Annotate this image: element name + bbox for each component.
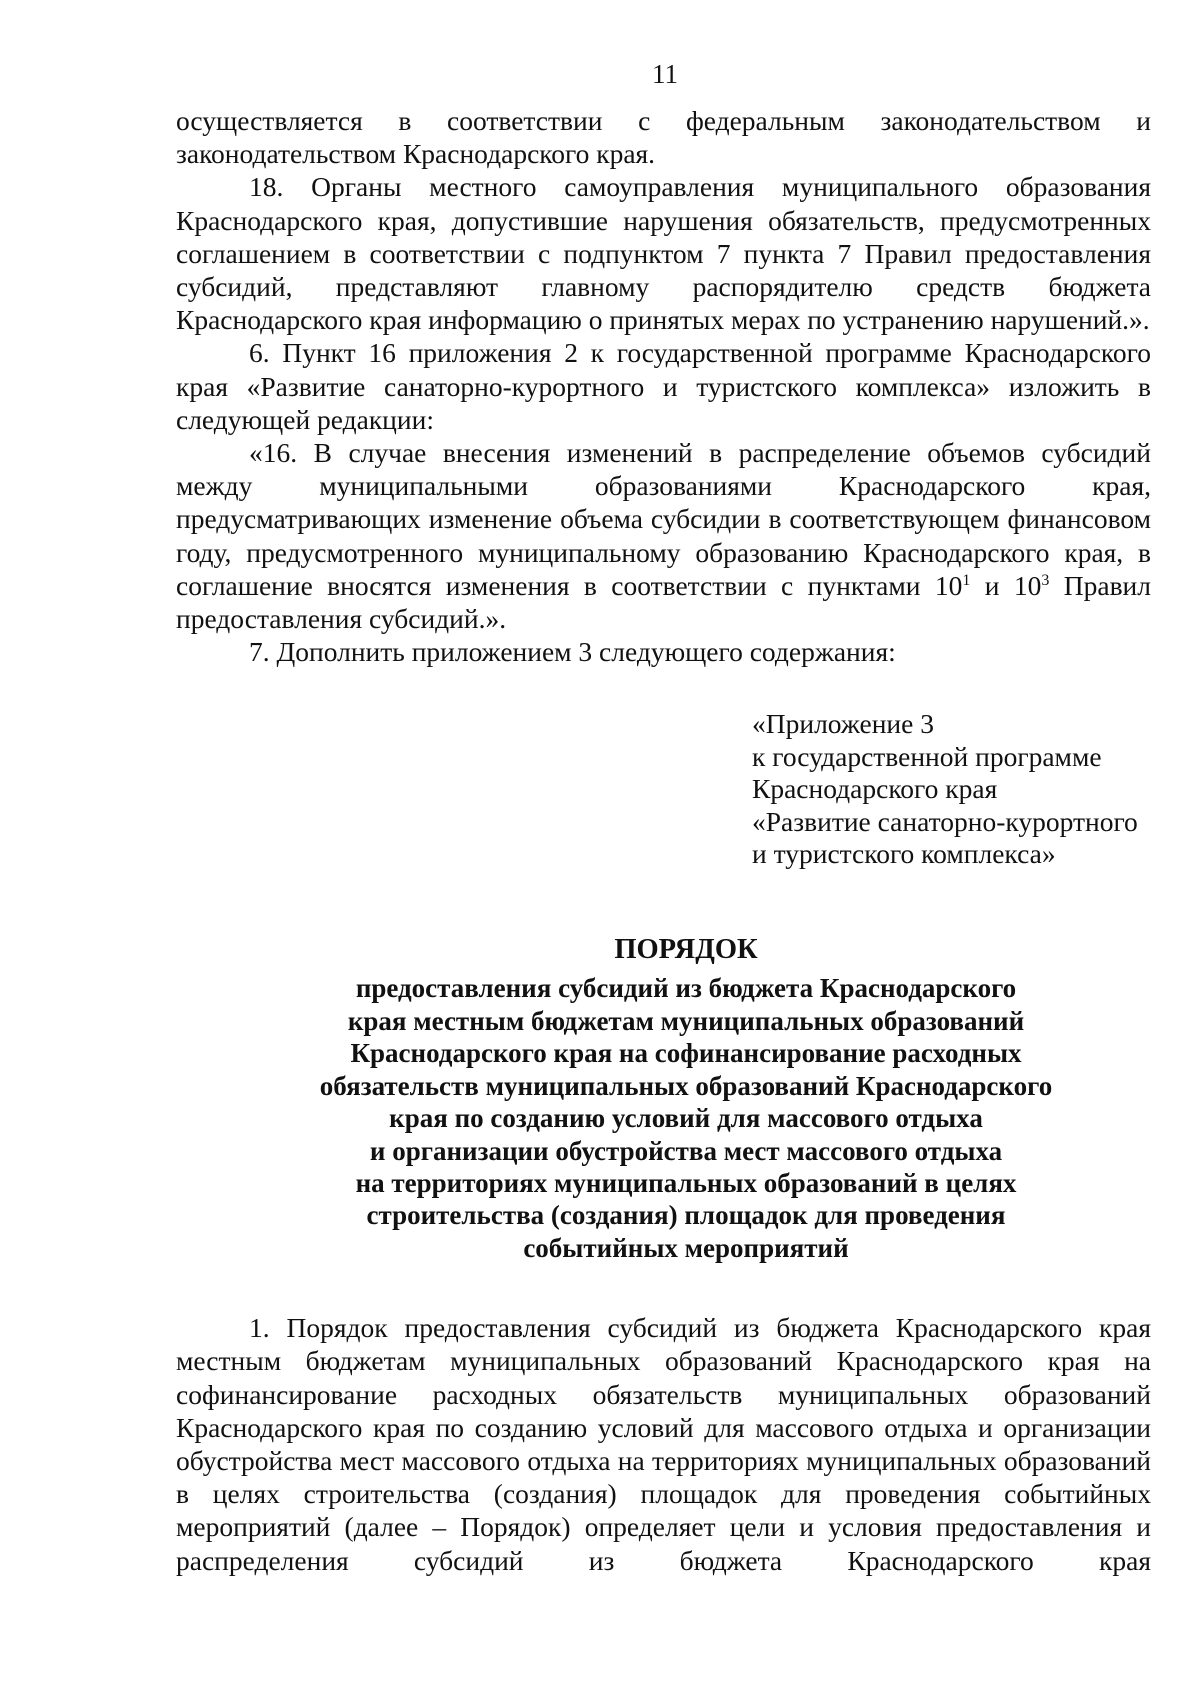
paragraph-16-mid: и 10 bbox=[970, 569, 1042, 601]
order-subtitle-line: строительства (создания) площадок для проведения bbox=[366, 1200, 1006, 1231]
order-subtitle-line: Краснодарского края на софинансирование расходных bbox=[350, 1038, 1022, 1069]
order-subtitle bbox=[176, 972, 1151, 1264]
paragraph-18: 18. Органы местного самоуправления муниципального образования Краснодарского края, допустившие нарушения обязательств, предусмотренных соглашением в соответствии с подпунктом 7 пункта 7 Правил предоставления субсидий, представляют главному распорядителю средств бюджета Краснодарского края информацию о принятых мерах по устранению нарушений.». bbox=[176, 171, 1151, 336]
paragraph-6: 6. Пункт 16 приложения 2 к государственной программе Краснодарского края «Развитие санаторно-курортного и туристского комплекса» изложить в следующей редакции: bbox=[176, 337, 1151, 435]
section-1-paragraph: 1. Порядок предоставления субсидий из бюджета Краснодарского края местным бюджетам муниципальных образований Краснодарского края на софинансирование расходных обязательств муниципальных образований Краснодарского края по созданию условий для массового отдыха и организации обустройства мест массового отдыха на территориях муниципальных образований в целях строительства (создания) площадок для проведения событийных мероприятий (далее – Порядок) определяет цели и условия предоставления и распределения субсидий из бюджета Краснодарского края bbox=[176, 1312, 1151, 1576]
superscript-3: 3 bbox=[1041, 571, 1050, 589]
superscript-1: 1 bbox=[962, 571, 971, 589]
paragraph-16-text: «16. В случае внесения изменений в распределение объемов субсидий между муниципальными образованиями Краснодарского края, предусматривающих изменение объема субсидии в соответствующем финансовом году, предусмотренного муниципальному образованию Краснодарского края, в соглашение вносятся изменения в соответствии с пунктами 10 bbox=[176, 437, 1151, 601]
page-number: 11 bbox=[652, 59, 678, 89]
appendix-line: «Приложение 3 bbox=[752, 708, 934, 740]
appendix-line: Краснодарского края bbox=[752, 773, 998, 805]
appendix-line: и туристского комплекса» bbox=[752, 838, 1056, 870]
order-subtitle-line: края по созданию условий для массового отдыха bbox=[389, 1103, 983, 1134]
document-body bbox=[176, 104, 1151, 1577]
order-subtitle-line: обязательств муниципальных образований Краснодарского bbox=[319, 1070, 1053, 1101]
order-title bbox=[176, 933, 1151, 1264]
paragraph-16-quote bbox=[176, 436, 1151, 635]
appendix-line: «Развитие санаторно-курортного bbox=[752, 805, 1138, 837]
order-heading: ПОРЯДОК bbox=[614, 934, 758, 966]
order-subtitle-line: на территориях муниципальных образований в целях bbox=[355, 1167, 1017, 1198]
order-subtitle-line: предоставления субсидий из бюджета Краснодарского bbox=[355, 973, 1017, 1004]
appendix-header bbox=[752, 708, 1151, 870]
appendix-line: к государственной программе bbox=[752, 740, 1102, 772]
paragraph-16-end: Правил предоставления субсидий.». bbox=[176, 569, 1151, 635]
order-subtitle-line: событийных мероприятий bbox=[523, 1232, 849, 1263]
paragraph-continuation: осуществляется в соответствии с федеральным законодательством и законодательством Краснодарского края. bbox=[176, 105, 1151, 170]
paragraph-7: 7. Дополнить приложением 3 следующего содержания: bbox=[249, 636, 896, 668]
order-subtitle-line: и организации обустройства мест массового отдыха bbox=[369, 1135, 1003, 1166]
order-subtitle-line: края местным бюджетам муниципальных образований bbox=[347, 1005, 1025, 1036]
